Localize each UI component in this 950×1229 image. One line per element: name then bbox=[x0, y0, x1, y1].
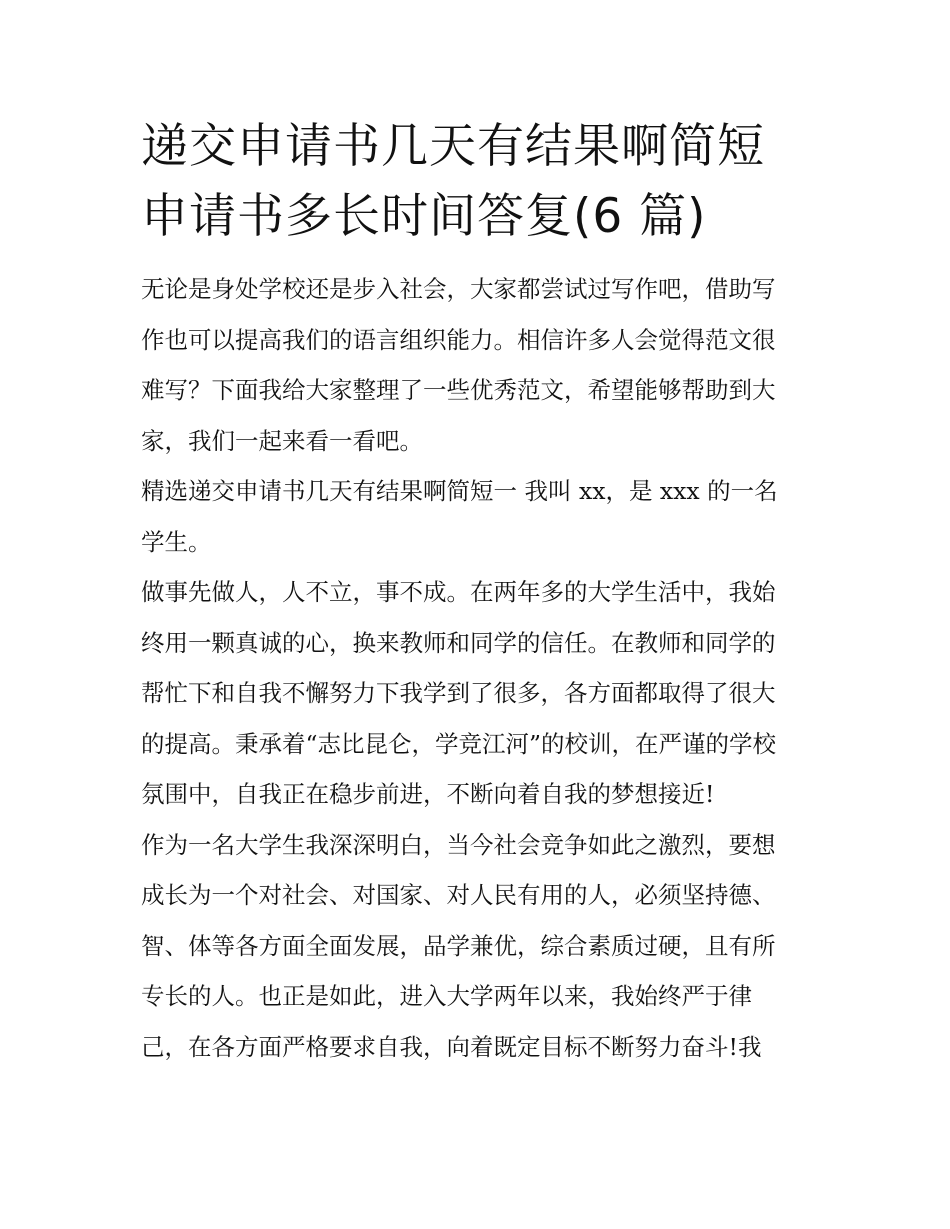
text-line: 智、体等各方面全面发展，品学兼优，综合素质过硬，且有所 bbox=[141, 931, 776, 960]
text-line: 作为一名大学生我深深明白，当今社会竞争如此之激烈，要想 bbox=[141, 830, 776, 859]
text-line: 成长为一个对社会、对国家、对人民有用的人，必须坚持德、 bbox=[141, 881, 776, 909]
text-line: 己，在各方面严格要求自我，向着既定目标不断努力奋斗!我 bbox=[141, 1032, 762, 1061]
text-line: 氛围中，自我正在稳步前进，不断向着自我的梦想接近! bbox=[141, 780, 715, 808]
text-line: 专长的人。也正是如此，进入大学两年以来，我始终严于律 bbox=[141, 982, 752, 1010]
document-body bbox=[141, 264, 813, 1072]
paragraph-intro bbox=[141, 264, 813, 466]
title-line-2: 申请书多长时间答复(6 篇) bbox=[141, 189, 707, 244]
title-line-1: 递交申请书几天有结果啊简短 bbox=[141, 119, 765, 174]
text-line: 家，我们一起来看一看吧。 bbox=[141, 426, 423, 455]
paragraph-heading-one bbox=[141, 466, 813, 567]
document-title bbox=[141, 112, 813, 252]
text-line: 精选递交申请书几天有结果啊简短一 我叫 xx，是 xxx 的一名 bbox=[141, 477, 778, 505]
paragraph-character bbox=[141, 567, 813, 820]
paragraph-development bbox=[141, 820, 813, 1073]
text-line: 无论是身处学校还是步入社会，大家都尝试过写作吧，借助写 bbox=[141, 275, 776, 303]
text-line: 的提高。秉承着“志比昆仑，学竞江河”的校训，在严谨的学校 bbox=[141, 729, 777, 758]
text-line: 终用一颗真诚的心，换来教师和同学的信任。在教师和同学的 bbox=[141, 628, 776, 657]
text-line: 作也可以提高我们的语言组织能力。相信许多人会觉得范文很 bbox=[141, 325, 776, 354]
text-line: 学生。 bbox=[141, 527, 212, 556]
text-line: 做事先做人，人不立，事不成。在两年多的大学生活中，我始 bbox=[141, 578, 776, 606]
text-line: 帮忙下和自我不懈努力下我学到了很多，各方面都取得了很大 bbox=[141, 679, 776, 707]
document-content bbox=[141, 112, 813, 1072]
text-line: 难写？下面我给大家整理了一些优秀范文，希望能够帮助到大 bbox=[141, 376, 776, 404]
